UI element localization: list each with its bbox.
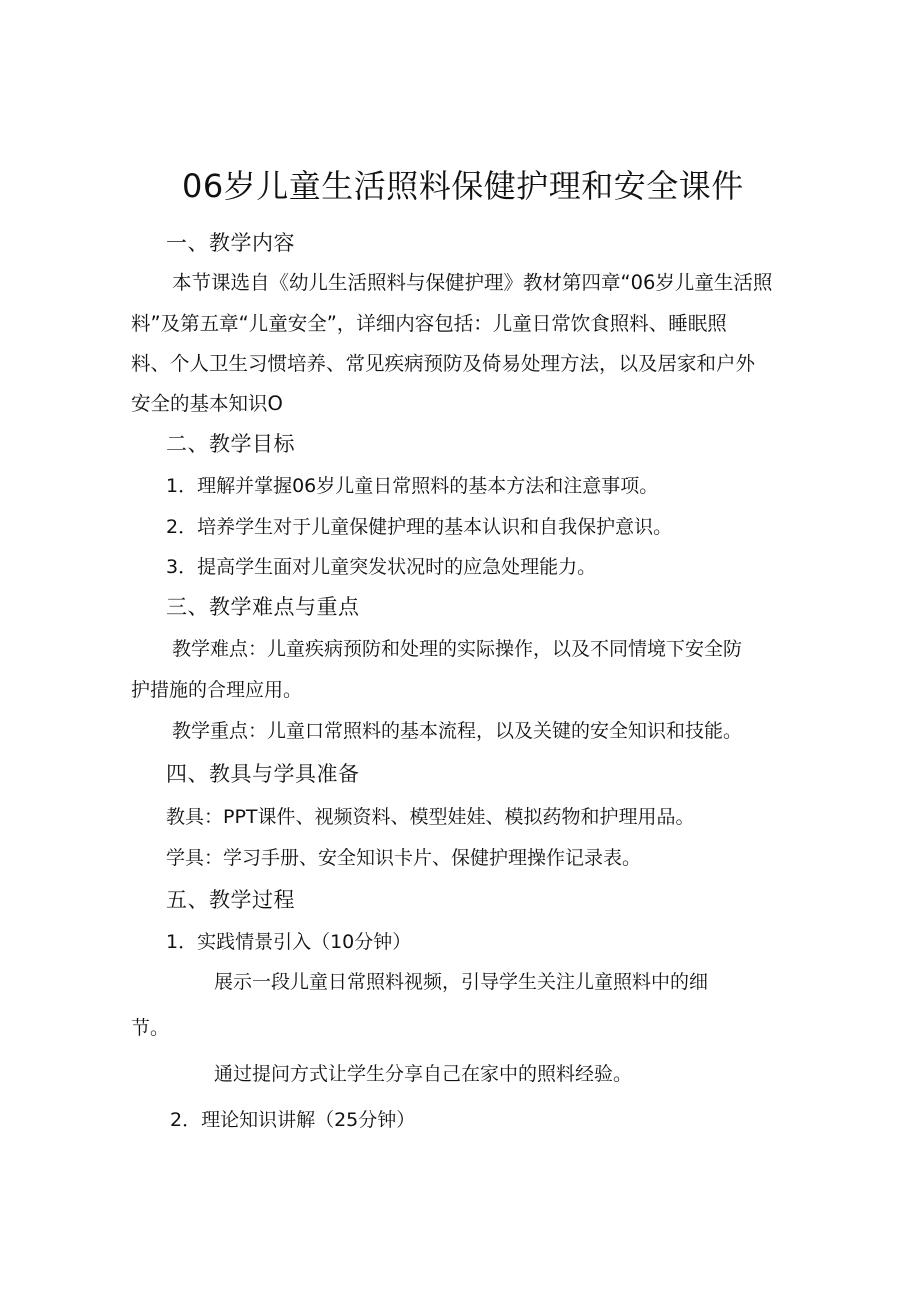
goal-item: 2．培养学生对于儿童保健护理的基本认识和自我保护意识。 [166,516,673,538]
section-heading-teaching-goals: 二、教学目标 [166,432,295,456]
difficulty-line: 护措施的合理应用。 [131,679,303,701]
goal-item: 1．理解并掌握06岁儿童日常照料的基本方法和注意事项。 [166,475,659,497]
section-heading-materials: 四、教具与学具准备 [166,762,360,786]
paragraph-line: 安全的基本知识O [131,392,283,415]
process-step-label: 2．理论知识讲解（25分钟） [170,1109,416,1131]
paragraph-line: 料”及第五章“儿童安全”，详细内容包括：儿童日常饮食照料、睡眠照 [131,312,727,335]
process-step-line: 通过提问方式让学生分享自己在家中的照料经验。 [214,1063,633,1085]
teaching-aids-line: 教具：PPT课件、视频资料、模型娃娃、模拟药物和护理用品。 [166,806,695,828]
section-heading-teaching-content: 一、教学内容 [166,231,295,255]
learning-aids-line: 学具：学习手册、安全知识卡片、保健护理操作记录表。 [166,847,642,869]
paragraph-line: 本节课选自《幼儿生活照料与保健护理》教材第四章“06岁儿童生活照 [172,271,773,294]
goal-item: 3．提高学生面对儿童突发状况时的应急处理能力。 [166,556,597,578]
difficulty-line: 教学难点：儿童疾病预防和处理的实际操作，以及不同情境下安全防 [172,638,743,660]
paragraph-line: 料、个人卫生习惯培养、常见疾病预防及倚易处理方法，以及居家和户外 [131,352,756,375]
process-step-line: 展示一段儿童日常照料视频，引导学生关注儿童照料中的细 [214,971,709,993]
section-heading-difficulties: 三、教学难点与重点 [166,595,360,619]
process-step-line: 节。 [131,1017,170,1039]
key-point-line: 教学重点：儿童口常照料的基本流程，以及关键的安全知识和技能。 [172,720,743,742]
section-heading-process: 五、教学过程 [166,888,295,912]
document-title: 06岁儿童生活照料保健护理和安全课件 [182,167,744,205]
process-step-label: 1．实践情景引入（10分钟） [166,931,412,953]
